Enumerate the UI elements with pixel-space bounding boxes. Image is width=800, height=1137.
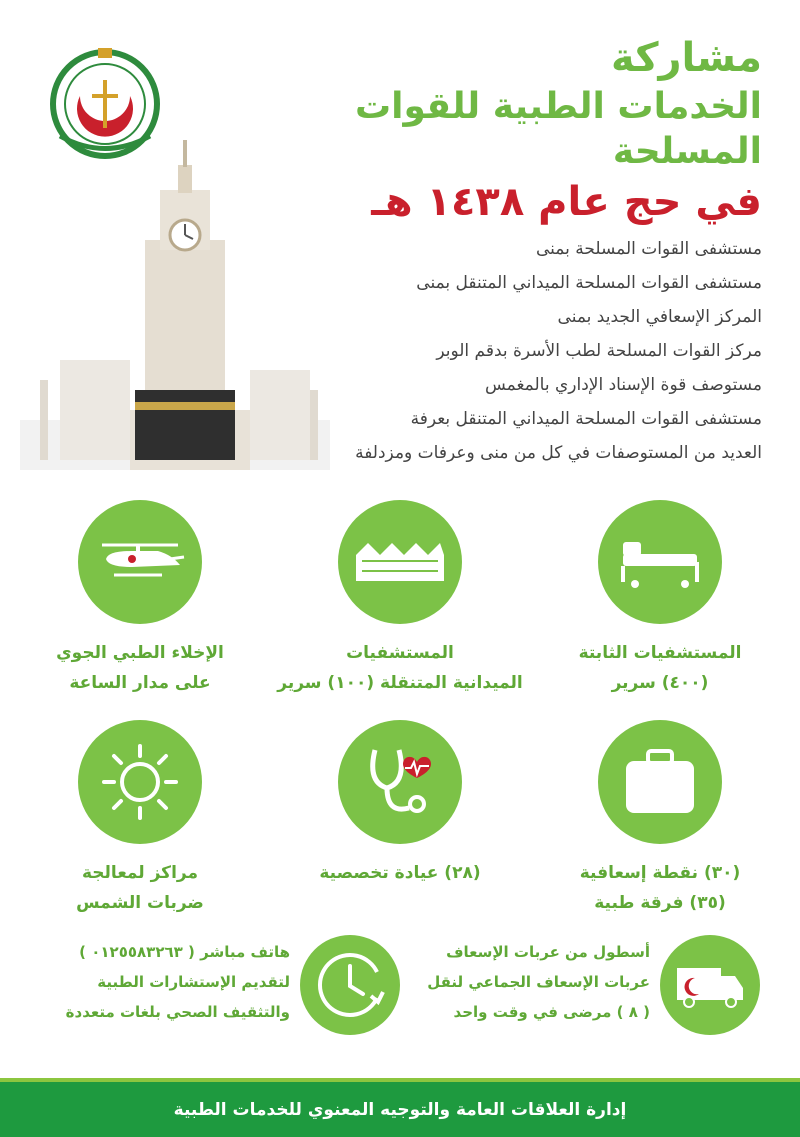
- sun-icon: [78, 720, 202, 844]
- facility-item: مستشفى القوات المسلحة الميداني المتنقل بمنى: [416, 273, 762, 293]
- facility-item: مستوصف قوة الإسناد الإداري بالمغمس: [484, 375, 762, 395]
- title-block: [202, 36, 762, 228]
- helicopter-icon: [78, 500, 202, 624]
- hotline-line: لتقديم الإستشارات الطبية: [97, 973, 290, 991]
- service-line: على مدار الساعة: [69, 673, 211, 693]
- hospital-bed-icon: [598, 500, 722, 624]
- service-fixed-hospitals: [530, 500, 790, 698]
- service-line: (٣٠) نقطة إسعافية: [579, 863, 741, 883]
- service-line: المستشفيات: [346, 643, 454, 663]
- field-tents-icon: [338, 500, 462, 624]
- service-line: الإخلاء الطبي الجوي: [56, 643, 224, 663]
- hotline-line: والتثقيف الصحي بلغات متعددة: [65, 1003, 290, 1021]
- service-line: (٤٠٠) سرير: [611, 673, 709, 693]
- header-section: [0, 0, 800, 480]
- bottom-row: [0, 935, 800, 1045]
- facility-item: مستشفى القوات المسلحة بمنى: [535, 239, 762, 259]
- stethoscope-icon: [338, 720, 462, 844]
- service-line: الميدانية المتنقلة (١٠٠) سرير: [277, 673, 523, 693]
- service-line: المستشفيات الثابتة: [578, 643, 742, 663]
- ambulance-icon: [660, 935, 760, 1035]
- footer-bar: [0, 1078, 800, 1137]
- hotline-text: [66, 937, 290, 1027]
- service-line: مراكز لمعالجة: [81, 863, 198, 883]
- footer-text: إدارة العلاقات العامة والتوجيه المعنوي للخدمات الطبية: [173, 1099, 627, 1120]
- service-air-evacuation: [10, 500, 270, 698]
- service-line: ضربات الشمس: [76, 893, 204, 913]
- title-line-2: الخدمات الطبية للقوات المسلحة: [354, 86, 762, 172]
- facility-item: العديد من المستوصفات في كل من منى وعرفات ومزدلفة: [355, 443, 762, 463]
- service-specialty-clinics: [270, 720, 530, 888]
- ambulance-text: [427, 937, 650, 1027]
- ambulance-line: عربات الإسعاف الجماعي لنقل: [427, 973, 650, 991]
- facilities-list: [222, 232, 762, 470]
- first-aid-bag-icon: [598, 720, 722, 844]
- service-field-hospitals: [270, 500, 530, 698]
- facility-item: مستشفى القوات المسلحة الميداني المتنقل بعرفة: [410, 409, 762, 429]
- service-sunstroke-centers: [10, 720, 270, 918]
- facility-item: مركز القوات المسلحة لطب الأسرة بدقم الوبر: [436, 341, 762, 361]
- title-line-1: مشاركة: [610, 35, 762, 81]
- hotline-line: هاتف مباشر ( ٠١٢٥٥٨٣٢٦٣ ): [79, 943, 290, 961]
- service-line: (٣٥) فرقة طبية: [594, 893, 726, 913]
- ambulance-line: أسطول من عربات الإسعاف: [446, 943, 650, 961]
- service-line: (٢٨) عيادة تخصصية: [319, 863, 481, 883]
- service-first-aid-points: [530, 720, 790, 918]
- clock-icon: [300, 935, 400, 1035]
- title-line-3: في حج عام ١٤٣٨ هـ: [371, 179, 762, 225]
- facility-item: المركز الإسعافي الجديد بمنى: [557, 307, 762, 327]
- ambulance-line: ( ٨ ) مرضى في وقت واحد: [453, 1003, 650, 1021]
